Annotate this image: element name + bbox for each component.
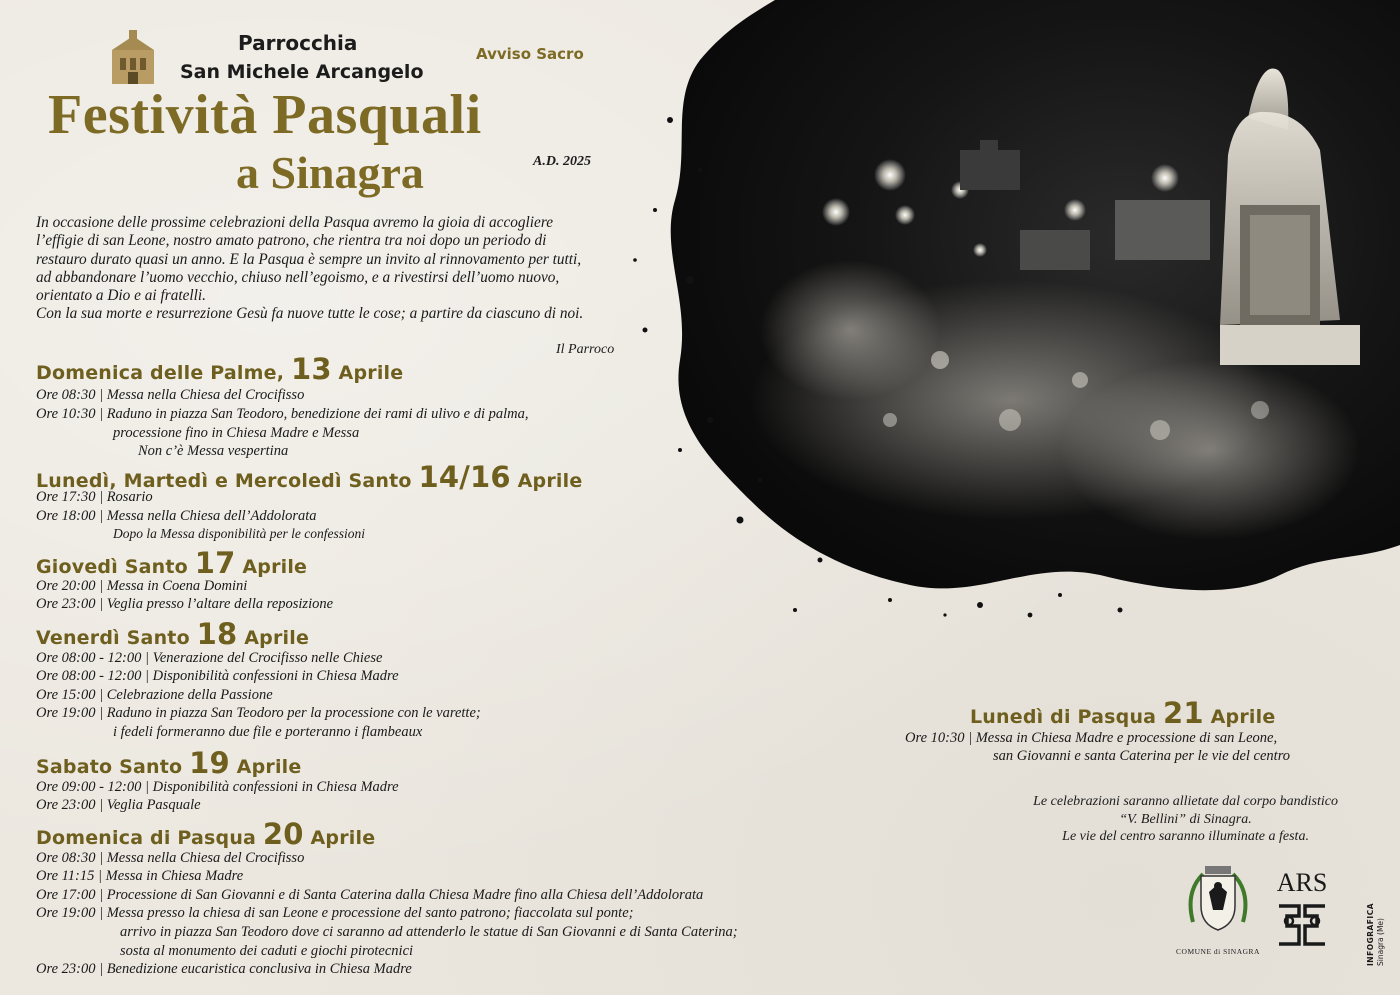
schedule-line: i fedeli formeranno due file e porteranno i flambeaux xyxy=(113,724,423,740)
schedule-line: Ore 23:00 | Veglia presso l’altare della reposizione xyxy=(36,596,334,612)
page-subtitle: a Sinagra xyxy=(236,147,424,198)
intro-text xyxy=(36,214,696,324)
signature: Il Parroco xyxy=(556,342,615,357)
day-number: 21 xyxy=(1163,696,1204,730)
day-title: Giovedì Santo xyxy=(36,556,188,578)
schedule-line: Ore 23:00 | Benedizione eucaristica conclusiva in Chiesa Madre xyxy=(36,961,412,977)
day-heading-palme xyxy=(36,352,403,386)
parish-line2: San Michele Arcangelo xyxy=(180,61,424,83)
day-title: Lunedì di Pasqua xyxy=(970,706,1157,728)
day-month: Aprile xyxy=(244,627,310,649)
infografica-place: Sinagra (Me) xyxy=(1376,918,1385,966)
church-icon xyxy=(108,28,158,86)
day-title: Venerdì Santo xyxy=(36,627,190,649)
intro-line: Con la sua morte e resurrezione Gesù fa nuove tutte le cose; a partire da ciascuno di noi. xyxy=(36,305,584,323)
intro-line: In occasione delle prossime celebrazioni della Pasqua avremo la gioia di accogliere xyxy=(36,214,554,231)
parish-line1: Parrocchia xyxy=(238,31,358,55)
intro-line: l’effigie di san Leone, nostro amato patrono, che rientra tra noi dopo un periodo di xyxy=(36,232,547,250)
schedule-line: Ore 23:00 | Veglia Pasquale xyxy=(36,797,201,813)
day-month: Aprile xyxy=(310,827,376,849)
schedule-line: sosta al monumento dei caduti e giochi pirotecnici xyxy=(120,943,414,959)
schedule-line: Ore 17:30 | Rosario xyxy=(36,489,153,505)
closing-line: Le vie del centro saranno illuminate a festa. xyxy=(1062,829,1309,844)
day-title: Domenica delle Palme, xyxy=(36,362,285,384)
schedule-line: Ore 08:00 - 12:00 | Disponibilità confessioni in Chiesa Madre xyxy=(36,668,399,684)
day-heading-venerdi xyxy=(36,617,309,651)
schedule-line: Ore 08:30 | Messa nella Chiesa del Crocifisso xyxy=(36,850,305,866)
day-number: 14/16 xyxy=(418,460,511,494)
schedule-line: Ore 20:00 | Messa in Coena Domini xyxy=(36,578,248,594)
closing-line: Le celebrazioni saranno allietate dal corpo bandistico xyxy=(1033,794,1338,809)
coat-of-arms-icon xyxy=(1183,862,1253,942)
schedule-line: Ore 08:00 - 12:00 | Venerazione del Crocifisso nelle Chiese xyxy=(36,650,383,666)
schedule-line: Ore 08:30 | Messa nella Chiesa del Crocifisso xyxy=(36,387,305,403)
day-month: Aprile xyxy=(236,756,302,778)
day-number: 20 xyxy=(262,817,304,851)
schedule-line: Ore 10:30 | Raduno in piazza San Teodoro, benedizione dei rami di ulivo e di palma, xyxy=(36,406,529,422)
day-month: Aprile xyxy=(338,362,404,384)
closing-notes xyxy=(1033,793,1338,846)
day-month: Aprile xyxy=(1210,706,1276,728)
day-number: 17 xyxy=(194,546,236,580)
infografica-label: INFOGRAFICA xyxy=(1366,902,1375,966)
schedule-line: Ore 09:00 - 12:00 | Disponibilità confessioni in Chiesa Madre xyxy=(36,779,399,795)
schedule-line: Ore 18:00 | Messa nella Chiesa dell’Addolorata xyxy=(36,508,317,524)
day-heading-pasqua xyxy=(36,817,375,851)
day-heading-pasquetta xyxy=(970,696,1275,730)
intro-line: restauro durato quasi un anno. E la Pasqua è sempre un invito al rinnovamento per tutti, xyxy=(36,250,582,268)
ars-symbol-icon xyxy=(1271,898,1333,952)
schedule-line: Ore 11:15 | Messa in Chiesa Madre xyxy=(36,868,244,884)
closing-line: “V. Bellini” di Sinagra. xyxy=(1119,811,1252,827)
schedule-line: Ore 15:00 | Celebrazione della Passione xyxy=(36,687,273,703)
schedule-line: processione fino in Chiesa Madre e Messa xyxy=(113,425,360,441)
notice-label: Avviso Sacro xyxy=(476,45,584,63)
day-title: Sabato Santo xyxy=(36,756,183,778)
infografica-logo xyxy=(1356,858,1396,966)
comune-label: COMUNE di SINAGRA xyxy=(1176,947,1260,956)
day-heading-sabato xyxy=(36,746,301,780)
page-title: Festività Pasquali xyxy=(48,84,482,146)
day-month: Aprile xyxy=(517,470,583,492)
intro-line: orientato a Dio e ai fratelli. xyxy=(36,287,206,305)
schedule-line: Ore 19:00 | Raduno in piazza San Teodoro per la processione con le varette; xyxy=(36,705,481,721)
day-number: 19 xyxy=(189,746,230,780)
day-number: 13 xyxy=(290,352,332,386)
comune-logo xyxy=(1168,862,1268,962)
schedule-line: Ore 19:00 | Messa presso la chiesa di san Leone e processione del santo patrono; fiaccolata sul ponte; xyxy=(36,905,634,921)
schedule-line: Ore 10:30 | Messa in Chiesa Madre e processione di san Leone, xyxy=(905,730,1278,746)
day-title: Domenica di Pasqua xyxy=(36,827,257,849)
schedule-line: arrivo in piazza San Teodoro dove ci saranno ad attenderlo le statue di San Giovanni e di Santa Caterina; xyxy=(120,924,738,940)
year-label: A.D. 2025 xyxy=(533,154,591,169)
day-heading-giovedi xyxy=(36,546,307,580)
schedule-line: Non c’è Messa vespertina xyxy=(138,443,289,459)
day-number: 18 xyxy=(196,617,238,651)
intro-line: ad abbandonare l’uomo vecchio, chiuso nell’egoismo, e a rivestirsi dell’uomo nuovo, xyxy=(36,268,560,286)
schedule-line: Ore 17:00 | Processione di San Giovanni e di Santa Caterina dalla Chiesa Madre fino alla Chiesa dell’Addolorata xyxy=(36,887,704,903)
day-title: Lunedì, Martedì e Mercoledì Santo xyxy=(36,470,412,492)
schedule-line: san Giovanni e santa Caterina per le vie del centro xyxy=(993,748,1291,764)
ars-logo xyxy=(1266,868,1338,957)
schedule-line: Dopo la Messa disponibilità per le confessioni xyxy=(113,526,365,541)
day-month: Aprile xyxy=(242,556,308,578)
ars-label: ARS xyxy=(1276,868,1328,897)
